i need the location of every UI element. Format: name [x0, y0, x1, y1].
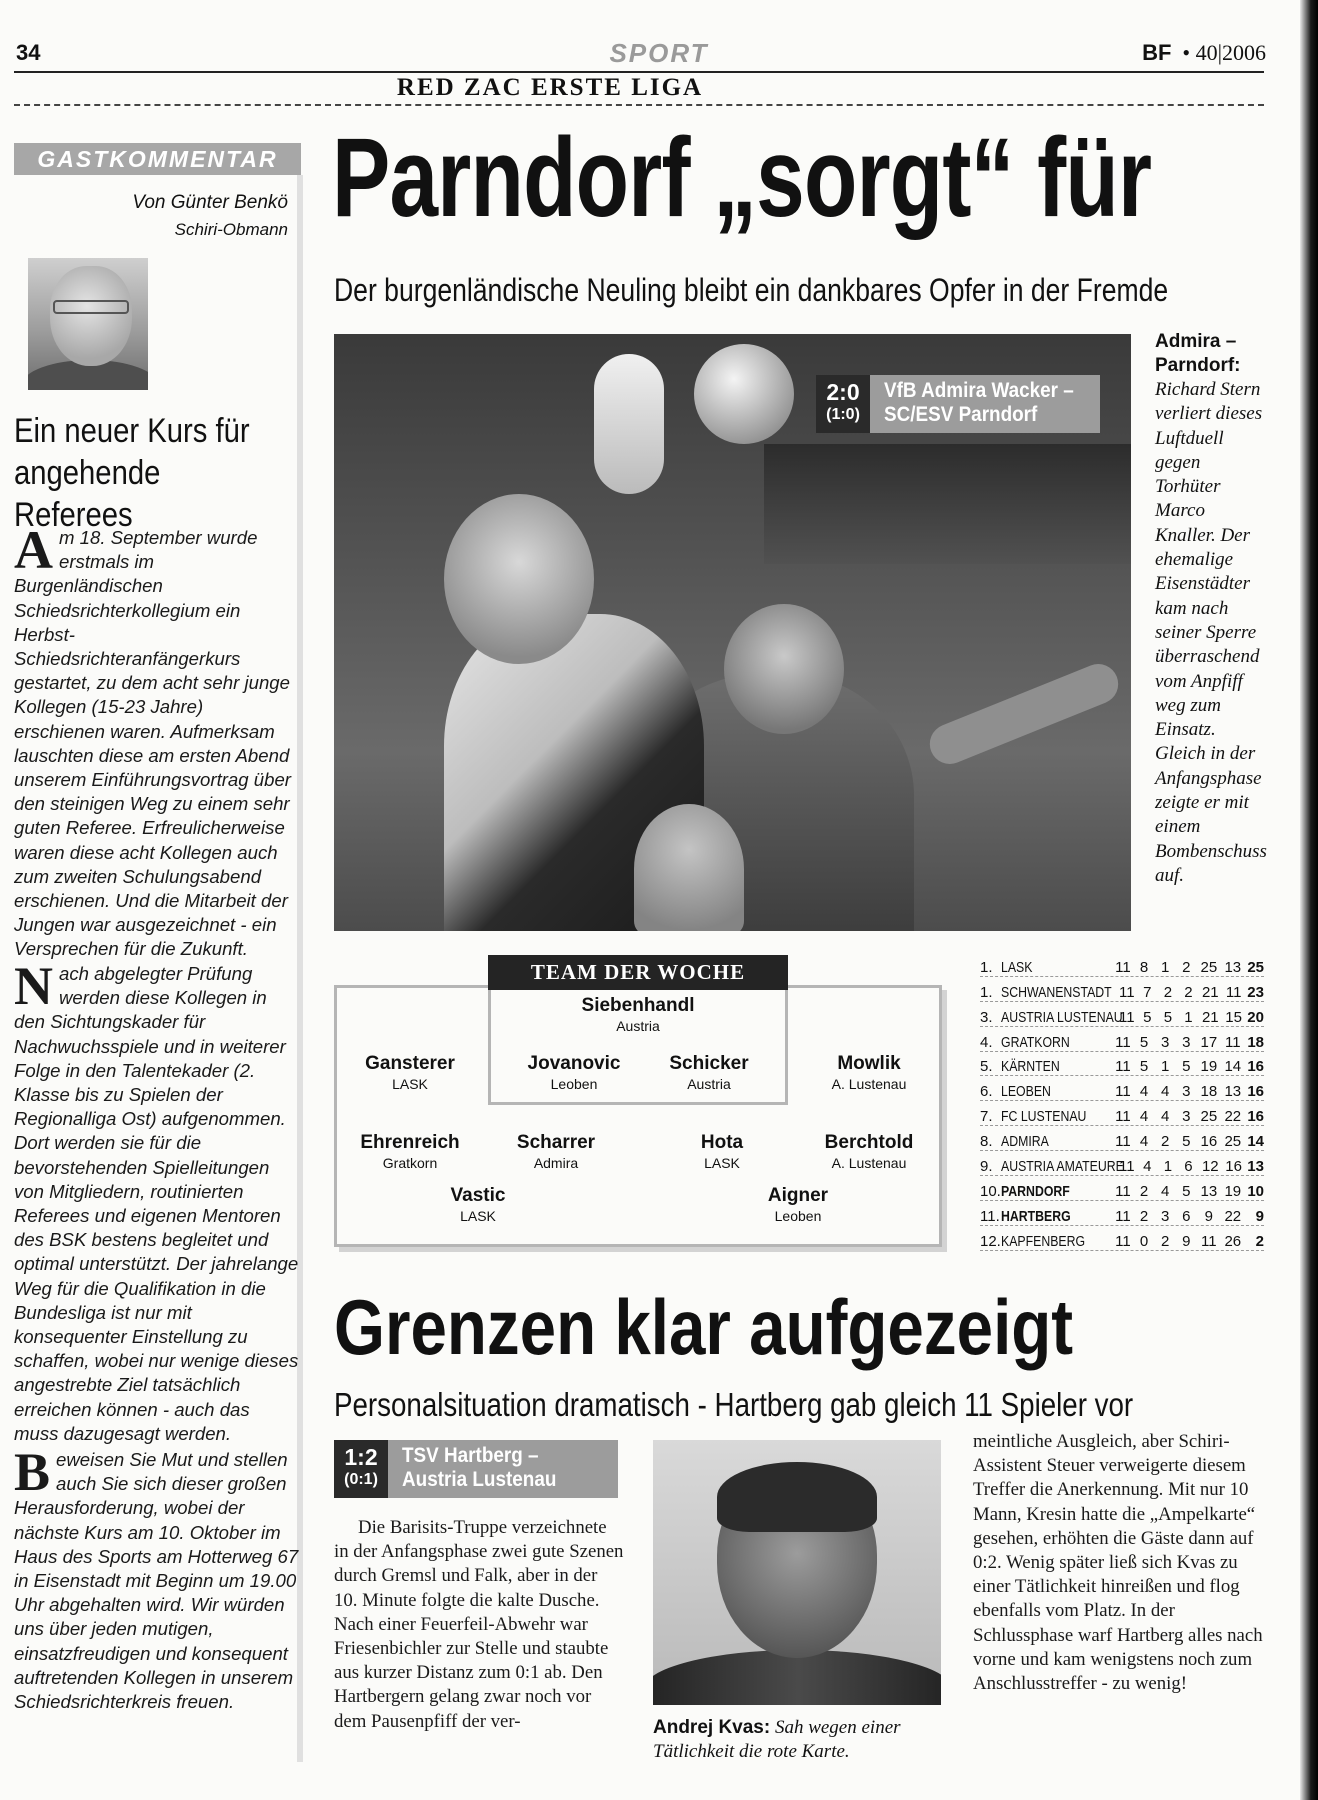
- table-cell-team: PARNDORF: [1001, 1182, 1070, 1200]
- table-cell-s: 4: [1139, 1108, 1149, 1126]
- table-cell-tg: 26: [1224, 1232, 1242, 1250]
- table-cell-pos: 6.: [980, 1083, 993, 1101]
- article-column-3: meintliche Ausgleich, aber Schiri-Assistent Steuer verweigerte diesem Treffer die Anerkennung. Mit nur 10 Mann, Kresin hatte die „Ampelkarte“ gesehen, erhöhten die Gäste dann auf 0:2. Wenig später ließ sich Kvas zu einer Tätlichkeit hinreißen und flog ebenfalls vom Platz. In der Schlussphase warf Hartberg alles nach vorne und kam wenigstens noch zum Anschlusstreffer - zu wenig!: [973, 1431, 1263, 1695]
- table-cell-tf: 19: [1200, 1058, 1218, 1076]
- table-cell-pts: 23: [1247, 983, 1264, 1001]
- player-card: Siebenhandl Austria: [581, 995, 695, 1034]
- table-cell-s: 5: [1139, 1058, 1149, 1076]
- table-cell-pos: 1.: [980, 983, 993, 1001]
- player-card: Vastic LASK: [450, 1185, 506, 1224]
- table-row: [980, 1126, 1264, 1151]
- table-cell-tg: 22: [1224, 1207, 1242, 1225]
- table-cell-u: 2: [1163, 983, 1173, 1001]
- subheadline-parndorf: Der burgenländische Neuling bleibt ein dankbares Opfer in der Fremde: [334, 272, 1169, 308]
- player-card: Gansterer LASK: [365, 1053, 455, 1092]
- table-cell-tg: 19: [1224, 1182, 1242, 1200]
- table-cell-pts: 10: [1247, 1182, 1264, 1200]
- player-photo-kvas: [653, 1440, 941, 1705]
- comment-author-role: Schiri-Obmann: [174, 220, 288, 239]
- team-of-week-title: TEAM DER WOCHE: [488, 955, 788, 990]
- table-cell-tg: 16: [1225, 1158, 1242, 1176]
- table-cell-n: 3: [1182, 1033, 1191, 1051]
- table-cell-tg: 13: [1224, 1083, 1242, 1101]
- table-row: [980, 1101, 1264, 1126]
- table-cell-tg: 14: [1224, 1058, 1242, 1076]
- table-row: [980, 1076, 1264, 1101]
- table-row: [980, 952, 1264, 977]
- table-cell-n: 1: [1184, 1008, 1193, 1026]
- table-cell-sp: 11: [1115, 1207, 1131, 1225]
- table-row: [980, 1226, 1264, 1251]
- issue-number: 40|2006: [1195, 40, 1266, 65]
- table-cell-pts: 13: [1247, 1158, 1264, 1176]
- comment-author: Von Günter Benkö: [132, 192, 288, 213]
- table-cell-s: 5: [1139, 1033, 1149, 1051]
- table-cell-tf: 18: [1200, 1083, 1218, 1101]
- table-cell-sp: 11: [1115, 1232, 1131, 1250]
- header-rule: [14, 71, 1264, 73]
- halftime-score: (0:1): [344, 1471, 378, 1488]
- table-cell-pos: 8.: [980, 1133, 993, 1151]
- table-cell-sp: 11: [1115, 1108, 1131, 1126]
- table-cell-sp: 11: [1115, 1058, 1131, 1076]
- table-cell-u: 1: [1161, 1058, 1170, 1076]
- table-cell-team: HARTBERG: [1001, 1207, 1071, 1225]
- table-cell-team: LASK: [1001, 958, 1033, 976]
- away-team: Austria Lustenau: [402, 1468, 557, 1491]
- table-cell-team: FC LUSTENAU: [1001, 1108, 1087, 1126]
- table-cell-u: 3: [1161, 1033, 1170, 1051]
- table-cell-team: AUSTRIA LUSTENAU: [1000, 1008, 1123, 1026]
- score-box-hartberg-lustenau: [334, 1440, 618, 1498]
- table-cell-team: SCHWANENSTADT: [1000, 983, 1112, 1001]
- headline-hartberg: Grenzen klar aufgezeigt: [334, 1283, 1074, 1371]
- final-score: 1:2: [344, 1444, 378, 1470]
- table-cell-sp: 11: [1115, 1083, 1131, 1101]
- table-cell-tf: 25: [1200, 958, 1218, 976]
- table-row: [980, 1027, 1264, 1052]
- table-cell-n: 3: [1182, 1083, 1191, 1101]
- table-cell-pts: 9: [1255, 1207, 1264, 1225]
- table-cell-n: 6: [1182, 1207, 1191, 1225]
- table-cell-n: 5: [1182, 1182, 1191, 1200]
- table-cell-u: 2: [1161, 1133, 1170, 1151]
- table-cell-sp: 11: [1119, 983, 1135, 1001]
- publication-name: BF: [1142, 40, 1172, 65]
- table-cell-n: 2: [1182, 958, 1191, 976]
- drop-cap: N: [14, 956, 53, 1016]
- table-cell-team: KAPFENBERG: [1001, 1232, 1086, 1250]
- table-cell-pos: 5.: [980, 1058, 993, 1076]
- table-cell-sp: 11: [1119, 1008, 1135, 1026]
- table-cell-sp: 11: [1115, 958, 1131, 976]
- table-cell-pos: 7.: [980, 1108, 993, 1126]
- photo-caption-kvas: Andrej Kvas: Sah wegen einer Tätlichkeit die rote Karte.: [653, 1717, 901, 1762]
- table-cell-u: 1: [1161, 958, 1170, 976]
- table-cell-u: 5: [1163, 1008, 1173, 1026]
- table-cell-pos: 10.: [980, 1182, 1001, 1200]
- table-cell-pts: 14: [1247, 1133, 1264, 1151]
- table-cell-team: LEOBEN: [1001, 1083, 1052, 1101]
- comment-paragraph-3: Beweisen Sie Mut und stellen auch Sie sich dieser großen Herausforderung, wobei der nächste Kurs am 10. Oktober im Haus des Sports am Hotterweg 67 in Eisenstadt mit Beginn um 19.00 Uhr abgehalten wird. Wir würden uns über jeden mutigen, einsatzfreudigen und konsequent auftretenden Kollegen in unserem Schiedsrichterkreis freuen.: [14, 1442, 299, 1713]
- table-row: [980, 1176, 1264, 1201]
- table-cell-team: KÄRNTEN: [1001, 1058, 1060, 1076]
- home-team: VfB Admira Wacker –: [884, 379, 1074, 402]
- table-cell-tg: 11: [1225, 983, 1242, 1001]
- table-cell-pts: 18: [1247, 1033, 1264, 1051]
- table-cell-sp: 11: [1115, 1182, 1131, 1200]
- table-cell-s: 0: [1139, 1232, 1149, 1250]
- table-cell-tf: 21: [1201, 983, 1219, 1001]
- issue-info: BF • 40|2006: [1142, 40, 1266, 65]
- subheadline-hartberg: Personalsituation dramatisch - Hartberg gab gleich 11 Spieler vor: [334, 1386, 1134, 1423]
- table-cell-s: 7: [1143, 983, 1152, 1001]
- table-cell-u: 3: [1161, 1207, 1170, 1225]
- table-cell-sp: 11: [1119, 1158, 1135, 1176]
- away-team: SC/ESV Parndorf: [884, 403, 1038, 426]
- table-cell-pos: 11.: [980, 1207, 1000, 1225]
- table-row: [980, 1002, 1264, 1027]
- table-cell-n: 3: [1182, 1108, 1191, 1126]
- table-cell-tg: 25: [1224, 1133, 1242, 1151]
- table-cell-pts: 20: [1247, 1008, 1264, 1026]
- table-cell-pts: 16: [1247, 1083, 1264, 1101]
- player-card: Ehrenreich Gratkorn: [360, 1132, 460, 1171]
- halftime-score: (1:0): [826, 406, 860, 423]
- table-cell-s: 5: [1143, 1008, 1152, 1026]
- gastkommentar-label: GASTKOMMENTAR: [14, 143, 301, 175]
- table-cell-pos: 3.: [980, 1008, 993, 1026]
- table-cell-u: 4: [1161, 1182, 1170, 1200]
- home-team: TSV Hartberg –: [402, 1444, 539, 1467]
- table-cell-team: AUSTRIA AMATEURE: [1000, 1158, 1124, 1176]
- table-cell-sp: 11: [1115, 1133, 1131, 1151]
- table-cell-tg: 15: [1225, 1008, 1242, 1026]
- table-cell-s: 4: [1139, 1133, 1149, 1151]
- table-cell-tf: 21: [1201, 1008, 1219, 1026]
- table-row: [980, 1052, 1264, 1077]
- table-cell-s: 4: [1143, 1158, 1152, 1176]
- headline-parndorf: Parndorf „sorgt“ für: [332, 115, 1152, 240]
- table-cell-n: 2: [1184, 983, 1193, 1001]
- table-cell-pts: 16: [1247, 1108, 1264, 1126]
- table-cell-pos: 1.: [980, 958, 993, 976]
- table-cell-tf: 13: [1200, 1182, 1218, 1200]
- player-card: Berchtold A. Lustenau: [824, 1132, 914, 1171]
- author-portrait: [28, 258, 148, 390]
- comment-paragraph-1: Am 18. September wurde erstmals im Burgenländischen Schiedsrichterkollegium ein Herbst-Schiedsrichteranfängerkurs gestartet, zu dem acht sehr junge Kollegen (15-23 Jahre) erschienen waren. Aufmerksam lauschten diese am ersten Abend unserem Einführungsvortrag über den steinigen Weg zu einem sehr guten Referee. Erfreulicherweise waren diese acht Kollegen auch zum zweiten Schulungsabend erschienen. Und die Mitarbeit der Jungen war ausgezeichnet - ein Versprechen für die Zukunft.: [14, 520, 291, 960]
- score-box-admira-parndorf: [816, 375, 1100, 433]
- table-cell-n: 9: [1182, 1232, 1191, 1250]
- table-cell-u: 1: [1163, 1158, 1173, 1176]
- league-title: RED ZAC ERSTE LIGA: [396, 74, 704, 101]
- table-cell-u: 4: [1161, 1108, 1170, 1126]
- table-cell-tf: 17: [1200, 1033, 1218, 1051]
- player-card: Aigner Leoben: [767, 1185, 829, 1224]
- photo-caption-title: Admira – Parndorf:: [1155, 331, 1241, 376]
- table-cell-tf: 25: [1200, 1108, 1218, 1126]
- player-card: Scharrer Admira: [516, 1132, 596, 1171]
- section-label: SPORT: [609, 38, 709, 68]
- table-cell-s: 4: [1139, 1083, 1149, 1101]
- table-cell-team: ADMIRA: [1001, 1133, 1049, 1151]
- table-cell-n: 5: [1182, 1058, 1191, 1076]
- table-cell-u: 2: [1161, 1232, 1170, 1250]
- page-binding-edge: [1300, 0, 1318, 1800]
- table-cell-s: 2: [1139, 1182, 1149, 1200]
- drop-cap: A: [14, 520, 53, 580]
- table-cell-tf: 9: [1204, 1207, 1213, 1225]
- comment-paragraph-2: Nach abgelegter Prüfung werden diese Kollegen in den Sichtungskader für Nachwuchsspiele und in weiterer Folge in den Talentekader (2. Klasse bis zu Spielen der Regionalliga Ost) aufgenommen. Dort werden sie für die bevorstehenden Spielleitungen von Mitgliedern, routinierten Referees und eigenen Mentoren des BSK bestens begleitet und optimal unterstützt. Der jahrelange Weg für die Qualifikation in die Bundesliga ist nur mit konsequenter Einstellung zu schaffen, wobei nur wenige dieses angestrebte Ziel tatsächlich erreichen können - auch das muss dazugesagt werden.: [14, 956, 299, 1444]
- table-row: [980, 977, 1264, 1002]
- table-cell-pts: 2: [1255, 1232, 1264, 1250]
- table-cell-team: GRATKORN: [1001, 1033, 1070, 1051]
- table-cell-n: 5: [1182, 1133, 1191, 1151]
- table-row: [980, 1151, 1264, 1176]
- table-cell-tg: 13: [1224, 958, 1242, 976]
- league-table: [980, 952, 1264, 1251]
- final-score: 2:0: [826, 379, 860, 405]
- table-cell-n: 6: [1184, 1158, 1193, 1176]
- table-cell-sp: 11: [1115, 1033, 1131, 1051]
- player-card: Jovanovic Leoben: [527, 1053, 621, 1092]
- table-cell-tf: 11: [1201, 1232, 1217, 1250]
- table-cell-pts: 25: [1247, 958, 1264, 976]
- article-column-1: Die Barisits-Truppe verzeichnete in der Anfangsphase zwei gute Szenen durch Gremsl und Falk, aber in der 10. Minute folgte die kalte Dusche. Nach einer Feuerfeil-Abwehr war Friesenbichler zur Stelle und staubte aus kurzer Distanz zum 0:1 ab. Den Hartbergern gelang zwar noch vor dem Pausenpfiff der ver-: [334, 1517, 624, 1732]
- table-row: [980, 1201, 1264, 1226]
- table-cell-s: 8: [1139, 958, 1149, 976]
- table-cell-tf: 12: [1201, 1158, 1219, 1176]
- photo-caption: Richard Stern verliert dieses Luftduell gegen Torhüter Marco Knaller. Der ehemalige Eisenstädter kam nach seiner Sperre überraschend vom Anpfiff weg zum Einsatz. Gleich in der Anfangsphase zeigte er mit einem Bombenschuss auf.: [1155, 379, 1267, 886]
- table-cell-u: 4: [1161, 1083, 1170, 1101]
- table-cell-pos: 4.: [980, 1033, 993, 1051]
- table-cell-tf: 16: [1200, 1133, 1218, 1151]
- player-card: Hota LASK: [700, 1132, 744, 1171]
- table-cell-pts: 16: [1247, 1058, 1264, 1076]
- page-number: 34: [16, 40, 41, 65]
- player-card: Mowlik A. Lustenau: [831, 1053, 907, 1092]
- drop-cap: B: [14, 1442, 51, 1502]
- table-cell-s: 2: [1139, 1207, 1149, 1225]
- player-card: Schicker Austria: [669, 1053, 749, 1092]
- table-cell-tg: 22: [1224, 1108, 1242, 1126]
- table-cell-pos: 12.: [980, 1232, 1001, 1250]
- dashed-divider: [14, 104, 1264, 106]
- comment-title: Ein neuer Kurs für angehende Referees: [14, 412, 250, 534]
- table-cell-pos: 9.: [980, 1158, 993, 1176]
- table-cell-tg: 11: [1225, 1033, 1241, 1051]
